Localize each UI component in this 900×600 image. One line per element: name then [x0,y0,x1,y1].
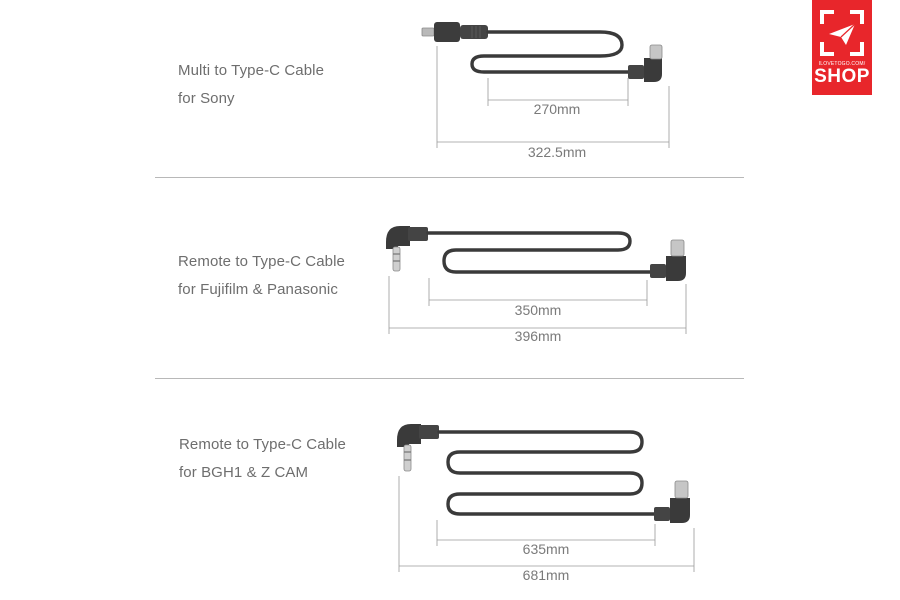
type-c-connector-icon [628,45,662,82]
cable-3-inner-length: 635mm [522,541,570,557]
cable-3-overall-length: 681mm [522,567,570,583]
jack-connector-icon [397,424,439,471]
logo-url-text: ILOVETOGO.COM/ [818,61,866,67]
remote-to-typec-cable-1 [386,226,686,344]
type-c-connector-icon [654,481,690,523]
cable-2-title: Remote to Type-C Cable [178,253,346,270]
jack-connector-icon [386,226,428,271]
cable-2-subtitle: for Fujifilm & Panasonic [178,281,338,298]
type-c-connector-icon [650,240,686,281]
cable-3-title: Remote to Type-C Cable [179,436,347,453]
cable-1-overall-length: 322.5mm [527,144,587,160]
cable-2-overall-length: 396mm [514,328,562,344]
cable-3-subtitle: for BGH1 & Z CAM [179,464,309,481]
multi-connector-icon [422,22,488,42]
remote-to-typec-cable-2 [397,424,694,583]
cable-1-subtitle: for Sony [178,90,235,107]
cable-1-title: Multi to Type-C Cable [178,62,325,79]
cable-2-inner-length: 350mm [514,302,562,318]
logo-shop-text: SHOP [814,66,870,87]
multi-to-typec-cable [422,22,669,160]
cable-1-inner-length: 270mm [533,101,581,117]
